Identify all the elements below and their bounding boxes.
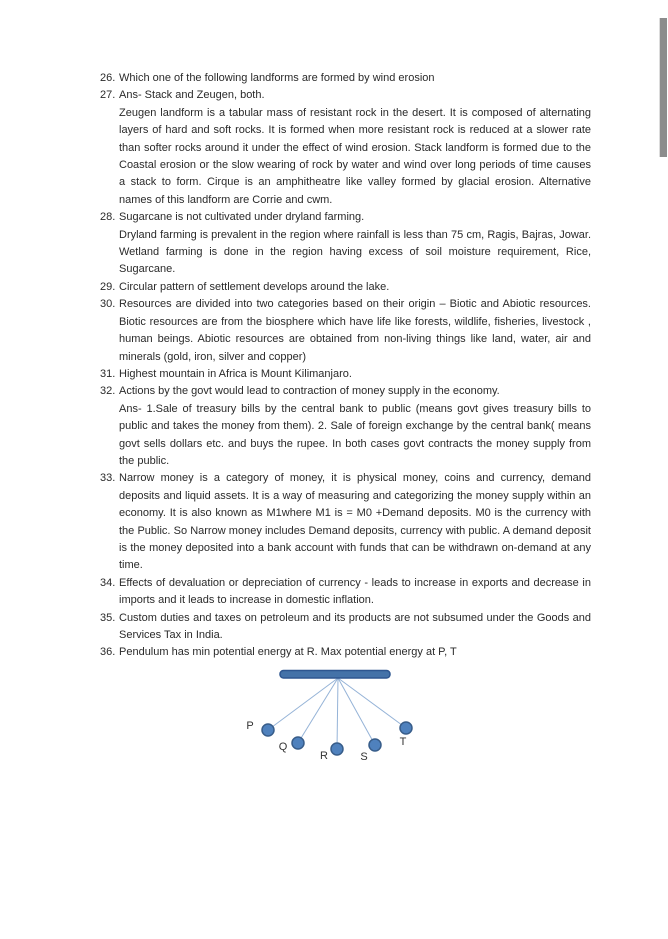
item-number: 36. — [100, 646, 116, 659]
pendulum-string — [268, 678, 338, 730]
item-paragraph: Which one of the following landforms are formed by wind erosion — [119, 72, 435, 84]
item-paragraph: Custom duties and taxes on petroleum and its products are not subsumed under the Goods and Services Tax in India. — [119, 611, 591, 641]
pendulum-ball — [292, 737, 304, 749]
list-item — [100, 296, 591, 366]
item-number: 31. — [100, 367, 116, 380]
list-item — [100, 575, 591, 610]
list-item — [100, 366, 591, 383]
item-number: 30. — [100, 298, 116, 311]
pendulum-ball-label: R — [320, 750, 328, 762]
item-paragraph: Highest mountain in Africa is Mount Kilimanjaro. — [119, 367, 352, 380]
pendulum-support-bar — [280, 671, 390, 679]
item-paragraphs — [119, 610, 591, 645]
item-paragraph: Actions by the govt would lead to contraction of money supply in the economy. — [119, 385, 500, 398]
pendulum-string — [338, 678, 375, 745]
item-paragraphs — [119, 644, 591, 661]
pendulum-ball — [331, 743, 343, 755]
pendulum-string — [298, 678, 338, 743]
pendulum-diagram — [230, 664, 440, 776]
item-number: 34. — [100, 576, 116, 589]
list-item — [100, 87, 591, 209]
item-paragraphs — [119, 383, 591, 470]
list-item — [100, 383, 591, 470]
list-item — [100, 610, 591, 645]
item-number: 32. — [100, 385, 116, 398]
item-paragraph: Effects of devaluation or depreciation of currency - leads to increase in exports and decrease in imports and it leads to increase in domestic inflation. — [119, 576, 591, 607]
list-item — [100, 70, 591, 87]
list-item — [100, 644, 591, 661]
pendulum-ball-label: S — [360, 751, 368, 763]
scrollbar-thumb[interactable] — [659, 18, 667, 157]
item-paragraph: Ans- Stack and Zeugen, both. — [119, 89, 265, 102]
item-paragraph: Ans- 1.Sale of treasury bills by the central bank to public (means govt gives treasury bills to public and takes the money from them). 2. Sale of foreign exchange by the central bank( means govt sells dollars etc. and buys the rupee. In both cases govt contracts the money supply from the public. — [119, 402, 591, 467]
pendulum-ball — [369, 739, 381, 751]
answers-list — [100, 70, 591, 662]
item-number: 33. — [100, 472, 116, 485]
pendulum-string — [338, 678, 406, 728]
item-paragraph: Resources are divided into two categories based on their origin – Biotic and Abiotic resources. Biotic resources are from the biosphere which have life like forests, wildlife, fisheries, livestock , human beings. Abiotic resources are obtained from non-living things like land, water, air and minerals (gold, iron, silver and copper) — [119, 298, 591, 363]
item-paragraphs — [119, 296, 591, 366]
item-number: 35. — [100, 611, 116, 624]
list-item — [100, 209, 591, 279]
item-number: 28. — [100, 211, 116, 224]
item-paragraph: Circular pattern of settlement develops around the lake. — [119, 280, 390, 293]
item-paragraphs — [119, 470, 591, 574]
item-paragraphs — [119, 70, 591, 87]
pendulum-ball-label: P — [246, 720, 254, 732]
pendulum-ball-label: T — [399, 736, 407, 748]
item-paragraphs — [119, 575, 591, 610]
item-paragraph: Narrow money is a category of money, it is physical money, coins and currency, demand deposits and liquid assets. It is a way of measuring and categorizing the money supply within an economy. It is also known as M1where M1 is = M0 +Demand deposits. M0 is the currency with the Public. So Narrow money includes Demand deposits, currency with public. A demand deposit is the money deposited into a bank account with funds that can be withdrawn on-demand at any time. — [119, 472, 591, 572]
list-item — [100, 470, 591, 574]
item-paragraphs — [119, 209, 591, 279]
pendulum-ball — [262, 724, 274, 736]
item-number: 29. — [100, 280, 116, 293]
item-paragraphs — [119, 279, 591, 296]
item-paragraphs — [119, 366, 591, 383]
item-paragraph: Sugarcane is not cultivated under dryland farming. — [119, 211, 365, 224]
item-paragraph: Pendulum has min potential energy at R. Max potential energy at P, T — [119, 646, 457, 659]
item-paragraph: Dryland farming is prevalent in the region where rainfall is less than 75 cm, Ragis, Bajras, Jowar. Wetland farming is done in the region having excess of soil moisture requirement, Rice, Sugarcane. — [119, 228, 591, 276]
item-paragraphs — [119, 87, 591, 209]
item-paragraph: Zeugen landform is a tabular mass of resistant rock in the desert. It is composed of alternating layers of hard and soft rocks. It is formed when more resistant rock is reduced at a slower rate than softer rocks around it under the effect of wind erosion. Stack landform is formed due to the Coastal erosion or the slow wearing of rock by water and wind over long periods of time causes a stack to form. Cirque is an amphitheatre like valley formed by glacial erosion. Alternative names of this landform are Corrie and cwm. — [119, 106, 591, 206]
pendulum-string — [337, 678, 338, 749]
pendulum-ball-label: Q — [278, 741, 288, 753]
pendulum-ball — [400, 722, 412, 734]
list-item — [100, 279, 591, 296]
item-number: 27. — [100, 89, 116, 102]
item-number: 26. — [100, 72, 116, 84]
